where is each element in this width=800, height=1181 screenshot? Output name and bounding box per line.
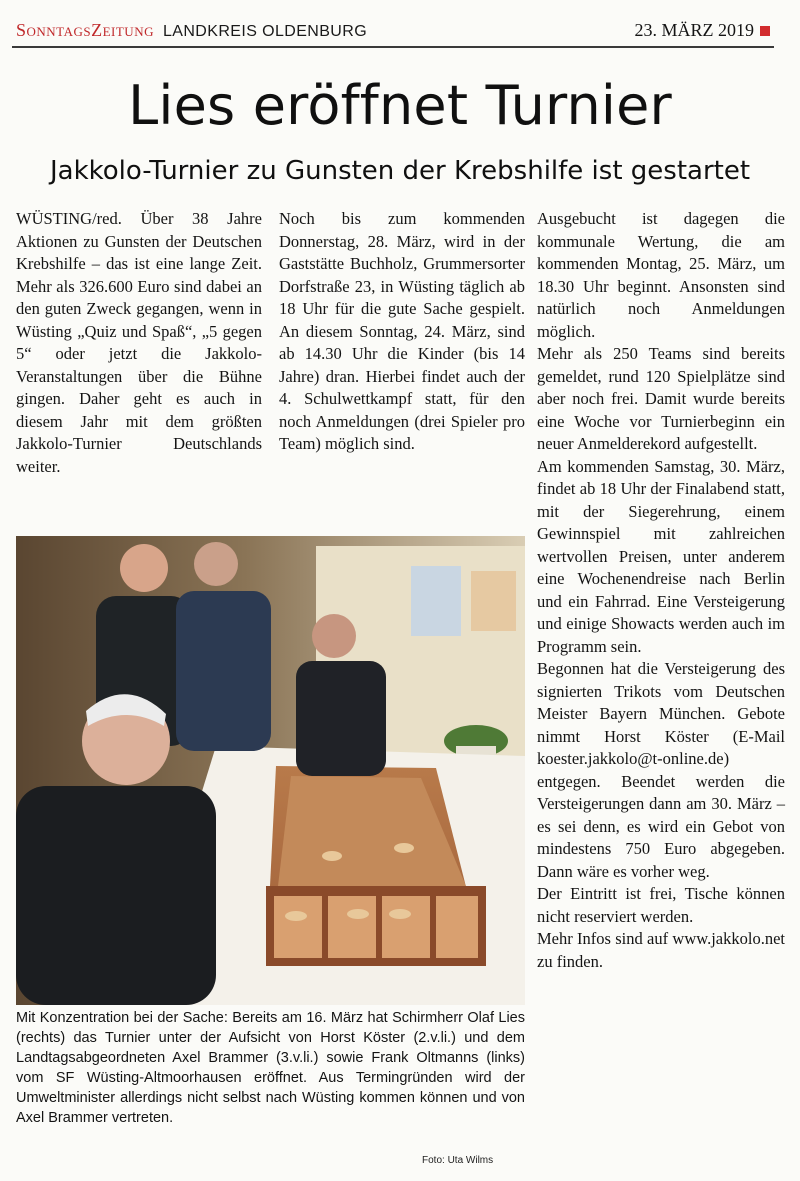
paragraph: Mehr Infos sind auf www.jakkolo.net zu finden. bbox=[537, 929, 785, 971]
region-label: LANDKREIS OLDENBURG bbox=[162, 23, 368, 40]
publication-name-part2: Zeitung bbox=[91, 20, 154, 40]
issue-date: 23. MÄRZ 2019 bbox=[634, 20, 754, 40]
paragraph: Noch bis zum kommenden Donnerstag, 28. März, wird in der Gaststätte Buchholz, Grummersorter Dorfstraße 23, in Wüsting täglich ab 18 Uhr für die gute Sache gespielt. An diesem Sonntag, 24. März, sind ab 14.30 Uhr die Kinder (bis 14 Jahre) dran. Hierbei findet auch der 4. Schulwettkampf statt, für den noch Anmeldungen (drei Spieler pro Team) möglich sind. bbox=[279, 209, 525, 453]
paragraph: Begonnen hat die Versteigerung des signierten Trikots vom Deutschen Meister Bayern München. Gebote nimmt Horst Köster (E-Mail koester.jakkolo@t-online.de) entgegen. Beendet werden die Versteigerungen dann am 30. März – es sei denn, es wird ein Gebot von mindestens 750 Euro abgegeben. Dann wäre es vorher weg. bbox=[537, 659, 785, 881]
article-column-3 bbox=[537, 208, 785, 973]
photo-credit: Foto: Uta Wilms bbox=[422, 1155, 494, 1166]
paragraph: Ausgebucht ist dagegen die kommunale Wertung, die am kommenden Montag, 25. März, um 18.30 Uhr beginnt. Ansonsten sind natürlich noch Anmeldungen möglich. bbox=[537, 209, 785, 341]
paragraph: WÜSTING/red. Über 38 Jahre Aktionen zu Gunsten der Deutschen Krebshilfe – das ist eine lange Zeit. Mehr als 326.600 Euro sind dabei an den guten Zweck gegangen, wenn in Wüsting „Quiz und Spaß“, „5 gegen 5“ oder jetzt die Jakkolo-Veranstaltungen über die Bühne gingen. Daher geht es auch in diesem Jahr mit dem größten Jakkolo-Turnier Deutschlands weiter. bbox=[16, 209, 262, 476]
masthead bbox=[12, 16, 774, 48]
paragraph: Am kommenden Samstag, 30. März, findet ab 18 Uhr der Finalabend statt, mit der Siegerehrung, einem Gewinnspiel mit zahlreichen wertvollen Preisen, unter anderem eine Wochenendreise nach Berlin und ein Fahrrad. Eine Versteigerung und einige Showacts werden auch im Programm sein. bbox=[537, 456, 785, 656]
article-photo bbox=[16, 536, 525, 1005]
headline: Lies eröffnet Turnier bbox=[128, 74, 672, 137]
publication-name-part1: Sonntags bbox=[16, 20, 92, 40]
date-square-marker bbox=[760, 26, 770, 36]
article-column-2 bbox=[279, 208, 525, 456]
photo-caption: Mit Konzentration bei der Sache: Bereits am 16. März hat Schirmherr Olaf Lies (rechts) das Turnier unter der Aufsicht von Horst Köster (2.v.li.) und dem Landtagsabgeordneten Axel Brammer (3.v.li.) sowie Frank Oltmanns (links) vom SF Wüsting-Altmoorhausen eröffnet. Aus Termingründen wird der Umweltminister allerdings nicht selbst nach Wüsting kommen können und von Axel Brammer vertreten. bbox=[16, 1010, 525, 1126]
photo-illustration bbox=[16, 536, 525, 1005]
article-column-1 bbox=[16, 208, 262, 478]
paragraph: Der Eintritt ist frei, Tische können nicht reserviert werden. bbox=[537, 884, 785, 926]
paragraph: Mehr als 250 Teams sind bereits gemeldet, rund 120 Spielplätze sind aber noch frei. Damit wurde bereits eine Woche vor Turnierbeginn ein neuer Anmelderekord aufgestellt. bbox=[537, 344, 785, 453]
publication-name bbox=[16, 20, 367, 41]
subheadline: Jakkolo-Turnier zu Gunsten der Krebshilfe ist gestartet bbox=[49, 156, 751, 186]
